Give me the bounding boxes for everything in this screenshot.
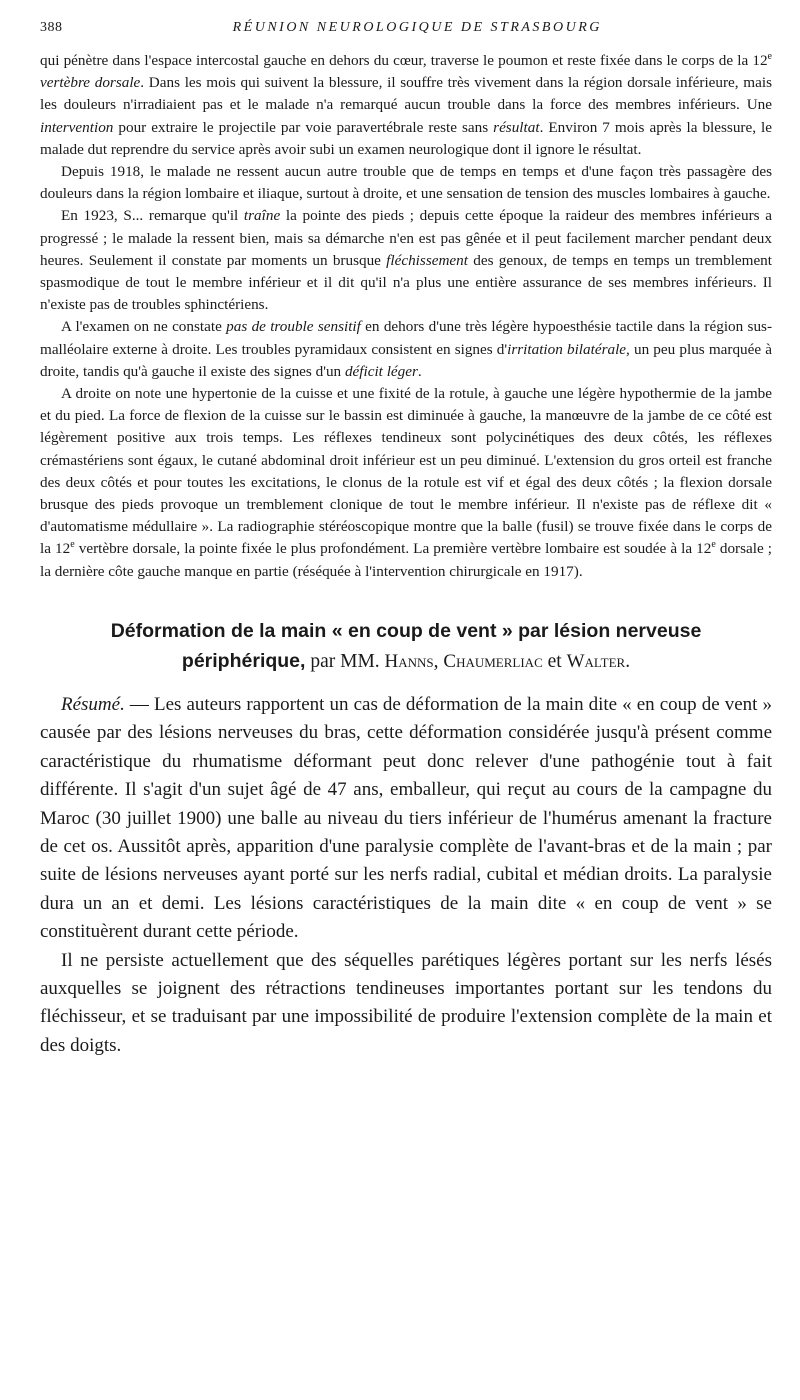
abstract-text: — Les auteurs rapportent un cas de déformation de la main dite « en coup de vent » causée par des lésions nerveuses du bras, cette déformation considérée jusqu'à présent comme caractéristique du rhumatisme déformant peut donc relever d'une pathogénie tout à fait différente. Il s'agit d'un sujet âgé de 47 ans, emballeur, qui reçut au cours de la campagne du Maroc (30 juillet 1900) une balle au niveau du tiers inférieur de l'humérus amenant la fracture de cet os. Aussitôt après, apparition d'une paralysie complète de l'avant-bras et de la main ; par suite de lésions nerveuses ayant porté sur les nerfs radial, cubital et médian droits. La paralysie dura un an et demi. Les lésions caractéristiques de la main dite « en coup de vent » se constituèrent durant cette période. [40,693,772,943]
italic-text: traîne [243,207,281,225]
text-run: . Dans les mois qui suivent la blessure, il souffre très vivement dans la région dorsale inférieure, mais les douleurs n'irradiaient pas et le malade n'a remarqué aucun trouble dans la force des membres inférieurs. Une [40,74,772,114]
abstract-paragraph [40,947,772,1061]
italic-text: pas de trouble sensitif [226,318,361,336]
case-paragraph [40,161,772,205]
running-title: RÉUNION NEUROLOGIQUE DE STRASBOURG [232,20,602,35]
text-run: En 1923, S... remarque qu'il [61,207,244,225]
abstract [40,691,772,1060]
byline-end: . [625,650,631,672]
text-run: des genoux, de temps en temps un tremblement spasmodique de tout le membre inférieur et il dit qu'il n'a plus une entière assurance de ses membres inférieurs. Il n'existe pas de troubles sphinctériens. [40,251,772,314]
author-name: Hanns [384,650,434,672]
italic-text: intervention [40,118,114,136]
case-paragraph [40,383,772,583]
abstract-label: Résumé. [61,693,125,715]
italic-text: vertèbre dorsale [40,74,141,92]
running-head [40,20,772,46]
author-separator: et [542,650,567,672]
text-run: . [417,362,422,380]
text-run: . Environ 7 mois après la blessure, le malade dut reprendre du service après avoir subi un examen neurologique dont il ignore le résultat. [40,118,772,158]
text-run: Depuis 1918, le malade ne ressent aucun autre trouble que de temps en temps et d'une façon très passagère des douleurs dans la région lombaire et iliaque, surtout à droite, et une sensation de tension des muscles lombaires à gauche. [40,163,772,203]
case-paragraph [40,50,772,161]
article-byline [305,651,630,672]
superscript: e [70,539,75,551]
page-number: 388 [40,20,63,35]
italic-text: irritation bilatérale [507,340,627,358]
case-report-text [40,50,772,583]
byline-prefix: par MM. [305,650,385,672]
text-run: la pointe des pieds ; depuis cette époque la raideur des membres inférieurs a progressé ; le malade la ressent bien, mais sa démarche n'en est pas gênée et il peut facilement marcher pendant deux heures. Seulement il constate par moments un brusque [40,207,772,269]
superscript: e [767,50,772,62]
article-title-text: Déformation de la main « en coup de vent » par lésion nerveuse périphérique, [110,619,702,672]
text-run: A l'examen on ne constate [61,318,227,336]
italic-text: résultat [493,118,540,136]
author-name: Walter [566,650,626,672]
text-run: vertèbre dorsale, la pointe fixée le plus profondément. La première vertèbre lombaire est soudée à la 12 [74,540,712,558]
text-run: pour extraire le projectile par voie paravertébrale reste sans [113,118,494,136]
case-paragraph [40,316,772,383]
superscript: e [711,539,716,551]
text-run: en dehors d'une très légère hypoesthésie tactile dans la région sus-malléolaire externe à droite. Les troubles pyramidaux consistent en signes d' [40,318,773,358]
italic-text: déficit léger [344,362,418,380]
case-paragraph [40,205,772,316]
text-run: A droite on note une hypertonie de la cuisse et une fixité de la rotule, à gauche une légère hypothermie de la jambe et du pied. La force de flexion de la cuisse sur le bassin est diminuée à gauche, la manœuvre de la jambe de ce côté est légèrement positive aux trois temps. Les réflexes tendineux sont polycinétiques des deux côtés, les réflexes crémastériens sont égaux, le cutané abdominal droit inférieur est un peu diminué. L'extension du gros orteil est franche des deux côtés et pour toutes les excitations, le clonus de la rotule est vif et égal des deux côtés ; la flexion dorsale brusque des pieds provoque un tremblement clonique de tout le membre inférieur. Il n'existe pas de réflexe dit « d'automatisme médullaire ». La radiographie stéréoscopique montre que la balle (fusil) se trouve fixée dans le corps de la 12 [40,385,772,558]
author-separator: , [433,650,444,672]
text-run: dorsale ; la dernière côte gauche manque en partie (réséquée à l'intervention chirurgicale en 1917). [40,540,772,580]
author-name: Chaumerliac [443,650,543,672]
abstract-paragraph [40,691,772,947]
abstract-text: Il ne persiste actuellement que des séquelles parétiques légères portant sur les nerfs lésés auxquelles se joignent des rétractions tendineuses importantes portant sur les tendons du fléchisseur, et se traduisant par une impossibilité de produire l'extension complète de la main et des doigts. [40,949,772,1056]
article-title [50,616,762,677]
text-run: qui pénètre dans l'espace intercostal gauche en dehors du cœur, traverse le poumon et reste fixée dans le corps de la 12 [40,52,768,69]
text-run: , un peu plus marquée à droite, tandis qu'à gauche il existe des signes d'un [40,340,772,380]
italic-text: fléchissement [386,251,468,269]
